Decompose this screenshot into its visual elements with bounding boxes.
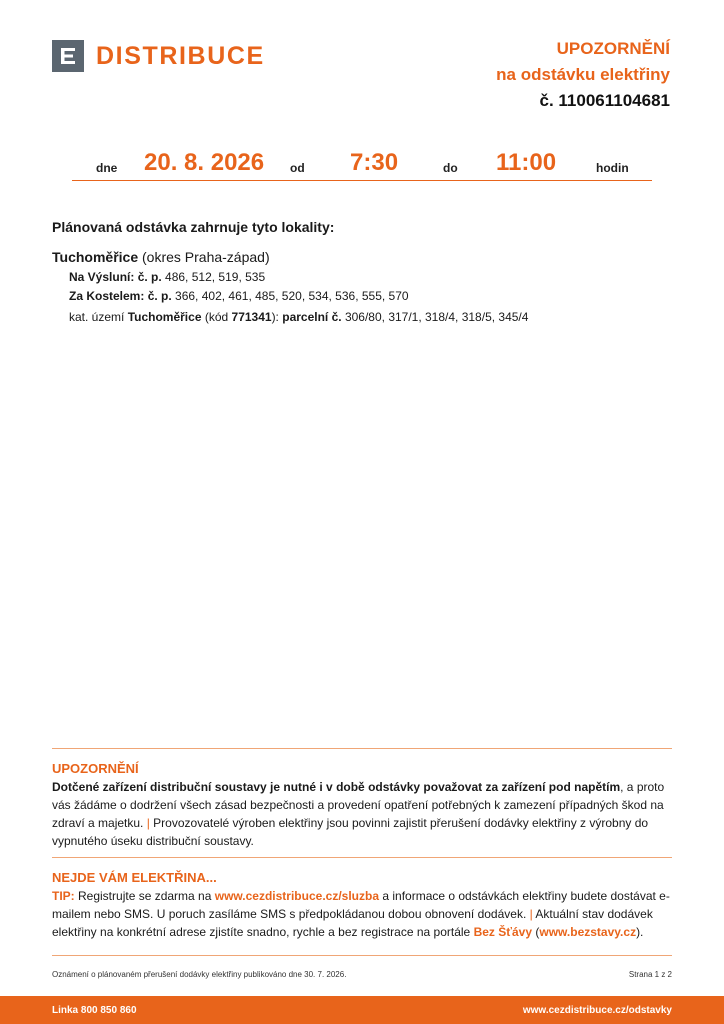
parcel-label: parcelní č. — [282, 310, 342, 324]
warning-text — [52, 778, 676, 850]
warning-text-2: Provozovatelé výroben elektřiny jsou povinni zajistit přerušení dodávky elektřiny z výrobny do vypnutého úseku distribuční soustavy. — [52, 816, 649, 848]
notice-title: UPOZORNĚNÍ — [556, 39, 670, 58]
portal-link[interactable]: www.bezstavy.cz — [539, 925, 637, 939]
notice-title-block — [496, 36, 670, 114]
divider — [52, 955, 672, 956]
date-label: dne — [96, 161, 118, 175]
municipality-district: (okres Praha-západ) — [138, 249, 270, 265]
schedule-row — [72, 145, 652, 181]
cadastre-code: 771341 — [231, 310, 272, 324]
tip-text-4: ( — [532, 925, 540, 939]
from-label: od — [290, 161, 305, 175]
end-time: 11:00 — [496, 149, 557, 176]
locations-heading: Plánovaná odstávka zahrnuje tyto lokality: — [52, 219, 335, 235]
cez-logo-icon — [52, 40, 84, 72]
cadastre-code-open: (kód — [201, 310, 232, 324]
house-numbers: 486, 512, 519, 535 — [161, 270, 266, 284]
tip-text — [52, 887, 676, 941]
outage-date: 20. 8. 2026 — [144, 149, 265, 176]
cadastre-prefix: kat. území — [69, 310, 128, 324]
page-number: Strana 1 z 2 — [628, 970, 672, 979]
cadastre-row — [69, 310, 528, 324]
street-name: Na Výsluní: — [69, 270, 135, 284]
tip-text-1: Registrujte se zdarma na — [74, 889, 215, 903]
municipality-name: Tuchoměřice — [52, 249, 139, 265]
portal-name: Bez Šťávy — [473, 925, 533, 939]
divider — [52, 857, 672, 858]
house-number-label: č. p. — [134, 270, 162, 284]
street-row — [69, 289, 409, 303]
tip-text-3: Aktuální stav dodávek elektřiny na konkrétní adrese zjistíte snadno, rychle a bez registrace na portále — [52, 907, 653, 939]
notice-subtitle: na odstávku elektřiny — [496, 65, 670, 84]
to-label: do — [443, 161, 458, 175]
parcel-numbers: 306/80, 317/1, 318/4, 318/5, 345/4 — [341, 310, 529, 324]
house-numbers: 366, 402, 461, 485, 520, 534, 536, 555, 570 — [171, 289, 409, 303]
tip-text-5: ). — [636, 925, 644, 939]
separator: | — [146, 816, 150, 830]
municipality — [52, 249, 270, 265]
tip-heading: NEJDE VÁM ELEKTŘINA... — [52, 870, 217, 885]
house-number-label: č. p. — [144, 289, 172, 303]
hotline-number[interactable]: Linka 800 850 860 — [52, 1005, 137, 1016]
tip-text-2: a informace o odstávkách elektřiny budete dostávat e-mailem nebo SMS. U poruch zasíláme SMS s předpokládanou dobou obnovení dodávek. — [52, 889, 670, 921]
separator: | — [529, 907, 533, 921]
registration-link[interactable]: www.cezdistribuce.cz/sluzba — [214, 889, 380, 903]
warning-bold-text: Dotčené zařízení distribuční soustavy je nutné i v době odstávky považovat za zařízení pod napětím — [52, 780, 621, 794]
tip-label: TIP: — [52, 889, 75, 903]
cadastre-name: Tuchoměřice — [127, 310, 202, 324]
street-name: Za Kostelem: — [69, 289, 145, 303]
warning-text-1: , a proto vás žádáme o dodržení všech zásad bezpečnosti a provedení opatření potřebných k zamezení případných škod na zdraví a majetku. — [52, 780, 665, 830]
logo-text: DISTRIBUCE — [96, 42, 265, 70]
start-time: 7:30 — [350, 149, 399, 176]
divider — [52, 748, 672, 749]
divider — [72, 180, 652, 181]
cadastre-code-close: ): — [271, 310, 283, 324]
warning-heading: UPOZORNĚNÍ — [52, 761, 139, 776]
unit-label: hodin — [596, 161, 629, 175]
street-row — [69, 270, 265, 284]
notice-number: č. 110061104681 — [539, 91, 670, 110]
outages-link[interactable]: www.cezdistribuce.cz/odstavky — [522, 1005, 672, 1016]
publication-note: Oznámení o plánovaném přerušení dodávky elektřiny publikováno dne 30. 7. 2026. — [52, 970, 347, 979]
